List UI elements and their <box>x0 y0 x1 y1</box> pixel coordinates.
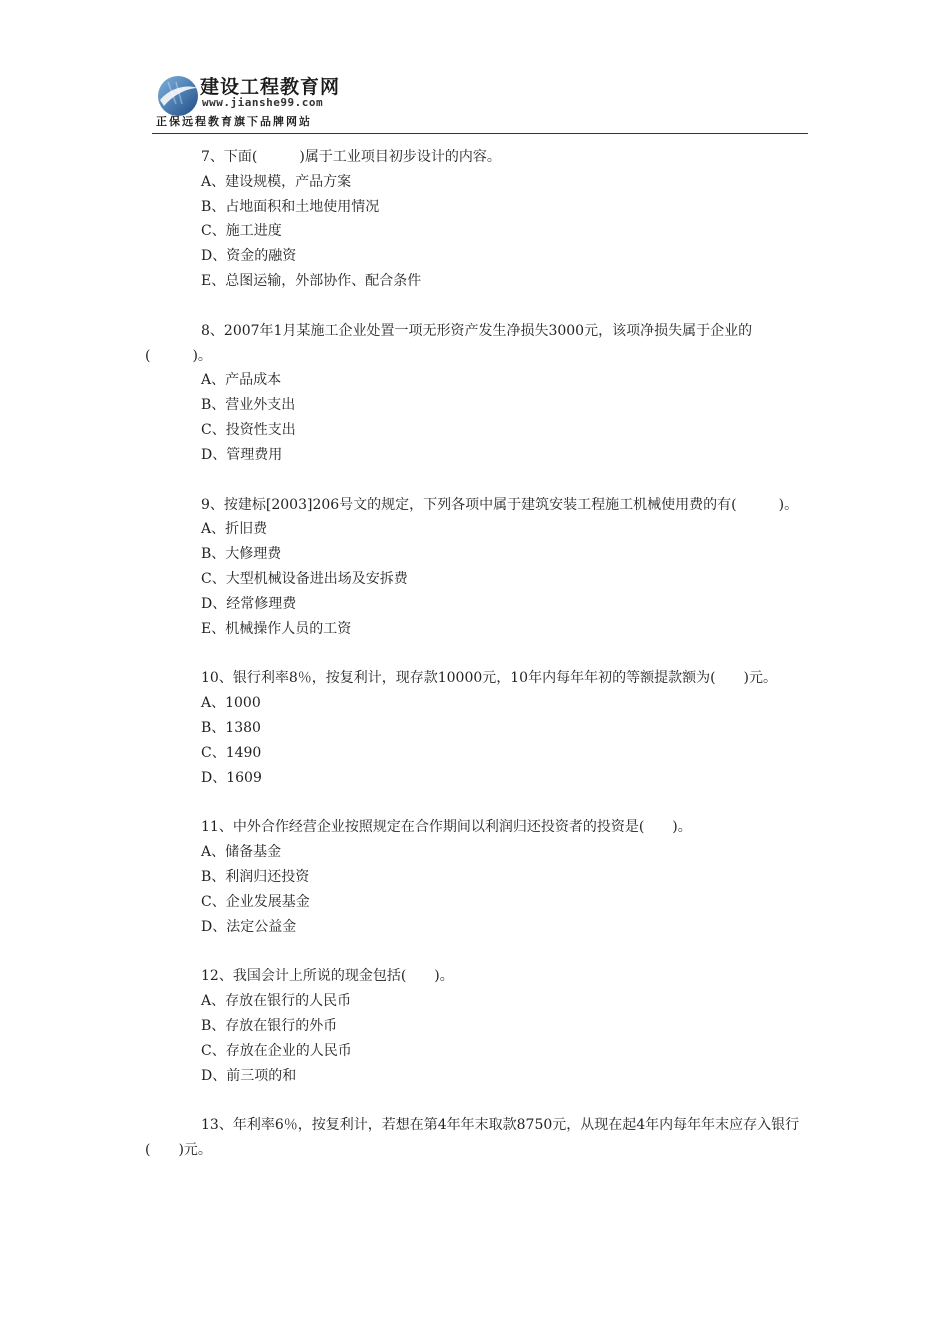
question-stem: 10、银行利率8％，按复利计，现存款10000元，10年内每年年初的等额提款额为( )元。 <box>201 670 777 687</box>
question-stem: 13、年利率6％，按复利计，若想在第4年年末取款8750元，从现在起4年内每年年末应存入银行( )元。 <box>145 1117 800 1159</box>
answer-option: A、建设规模，产品方案 <box>201 173 352 190</box>
answer-option: B、营业外支出 <box>201 397 296 414</box>
globe-logo-icon <box>156 74 200 118</box>
answer-option: A、存放在银行的人民币 <box>201 993 352 1010</box>
answer-option: B、1380 <box>201 719 261 736</box>
question-item <box>145 815 810 939</box>
answer-option: C、施工进度 <box>201 223 282 240</box>
answer-option: D、资金的融资 <box>201 248 297 265</box>
answer-option: C、大型机械设备进出场及安拆费 <box>201 570 408 587</box>
question-stem: 9、按建标[2003]206号文的规定，下列各项中属于建筑安装工程施工机械使用费的有( )。 <box>201 496 799 513</box>
answer-option: C、1490 <box>201 744 262 761</box>
answer-option: D、前三项的和 <box>201 1067 297 1084</box>
answer-option: D、法定公益金 <box>201 918 297 935</box>
answer-option: B、占地面积和土地使用情况 <box>201 198 380 215</box>
question-item <box>145 1113 810 1163</box>
answer-option: A、折旧费 <box>201 521 268 538</box>
answer-option: D、经常修理费 <box>201 595 297 612</box>
question-stem: 12、我国会计上所说的现金包括( )。 <box>201 968 454 985</box>
answer-option: E、机械操作人员的工资 <box>201 620 352 637</box>
question-stem: 7、下面( )属于工业项目初步设计的内容。 <box>201 149 501 165</box>
question-item <box>145 964 810 1088</box>
answer-option: D、1609 <box>201 769 262 786</box>
answer-option: C、存放在企业的人民币 <box>201 1042 352 1059</box>
answer-option: C、投资性支出 <box>201 421 296 438</box>
page-header <box>152 70 808 134</box>
question-item <box>145 145 810 294</box>
question-item <box>145 666 810 790</box>
question-stem: 8、2007年1月某施工企业处置一项无形资产发生净损失3000元，该项净损失属于企业的( )。 <box>145 322 753 364</box>
site-title: 建设工程教育网 <box>200 76 341 98</box>
answer-option: B、利润归还投资 <box>201 868 310 885</box>
answer-option: E、总图运输，外部协作、配合条件 <box>201 272 422 289</box>
site-slogan: 正保远程教育旗下品牌网站 <box>156 115 312 128</box>
question-item <box>145 493 810 642</box>
answer-option: D、管理费用 <box>201 446 283 463</box>
question-item <box>145 319 810 468</box>
answer-option: A、1000 <box>201 695 261 712</box>
answer-option: A、产品成本 <box>201 372 282 389</box>
question-stem: 11、中外合作经营企业按照规定在合作期间以利润归还投资者的投资是( )。 <box>201 819 692 836</box>
question-list <box>145 145 810 1188</box>
answer-option: A、储备基金 <box>201 844 282 861</box>
answer-option: B、存放在银行的外币 <box>201 1017 338 1034</box>
header-divider <box>152 133 808 134</box>
answer-option: B、大修理费 <box>201 546 282 563</box>
site-url[interactable]: www.jianshe99.com <box>202 96 324 109</box>
answer-option: C、企业发展基金 <box>201 893 310 910</box>
